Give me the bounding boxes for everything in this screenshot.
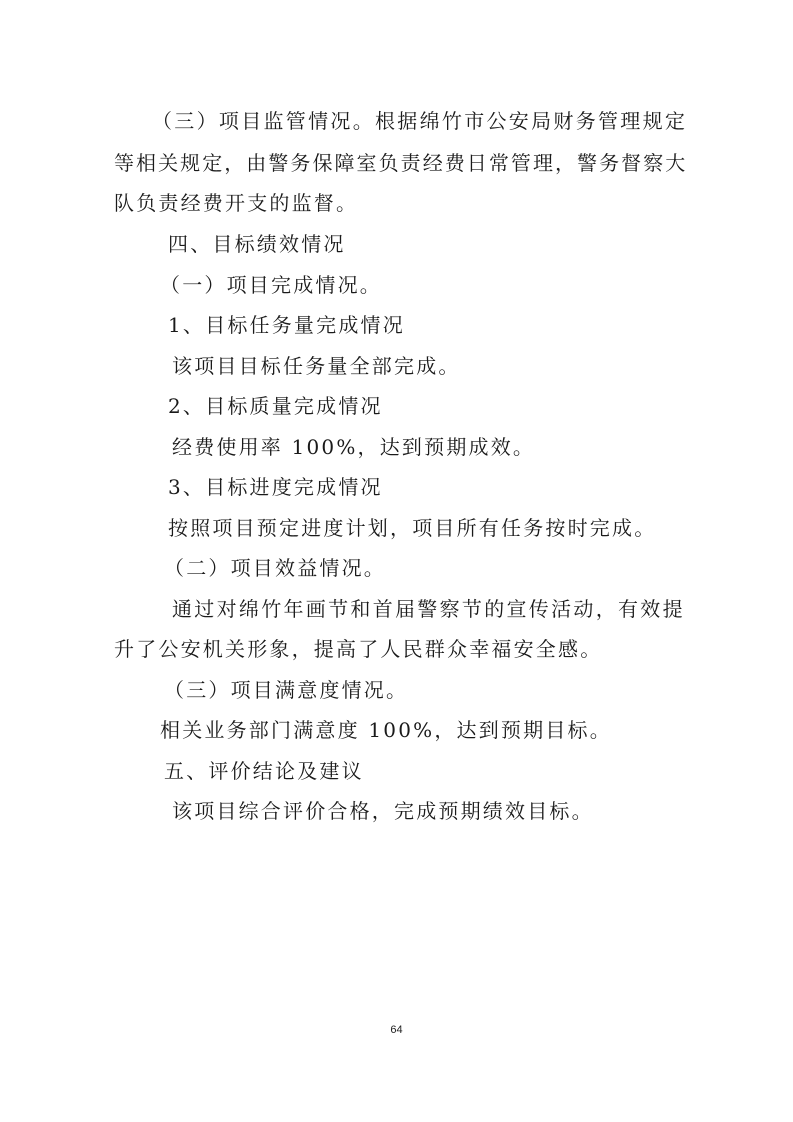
subsection-heading-benefit: （二）项目效益情况。 bbox=[164, 556, 386, 580]
paragraph-quality: 经费使用率 100%，达到预期成效。 bbox=[172, 435, 536, 459]
paragraph-satisfaction: 相关业务部门满意度 100%，达到预期目标。 bbox=[160, 718, 612, 742]
section-heading-conclusion: 五、评价结论及建议 bbox=[164, 759, 364, 783]
paragraph-supervision-line-2: 等相关规定，由警务保障室负责经费日常管理，警务督察大 bbox=[114, 151, 688, 175]
paragraph-benefit-line-1: 通过对绵竹年画节和首届警察节的宣传活动，有效提 bbox=[172, 597, 685, 621]
item-heading-task-quantity: 1、目标任务量完成情况 bbox=[168, 313, 405, 337]
page-number: 64 bbox=[390, 1024, 403, 1036]
paragraph-benefit-line-2: 升了公安机关形象，提高了人民群众幸福安全感。 bbox=[114, 637, 603, 661]
paragraph-progress: 按照项目预定进度计划，项目所有任务按时完成。 bbox=[168, 516, 657, 540]
paragraph-task-quantity: 该项目目标任务量全部完成。 bbox=[172, 354, 461, 378]
subsection-heading-satisfaction: （三）项目满意度情况。 bbox=[164, 678, 409, 702]
item-heading-quality: 2、目标质量完成情况 bbox=[168, 394, 383, 418]
subsection-heading-completion: （一）项目完成情况。 bbox=[160, 273, 382, 297]
paragraph-supervision-line-3: 队负责经费开支的监督。 bbox=[114, 191, 359, 215]
section-heading-performance: 四、目标绩效情况 bbox=[168, 232, 346, 256]
item-heading-progress: 3、目标进度完成情况 bbox=[168, 475, 383, 499]
paragraph-supervision-line-1: （三）项目监管情况。根据绵竹市公安局财务管理规定 bbox=[152, 109, 688, 133]
paragraph-conclusion: 该项目综合评价合格，完成预期绩效目标。 bbox=[172, 799, 594, 823]
